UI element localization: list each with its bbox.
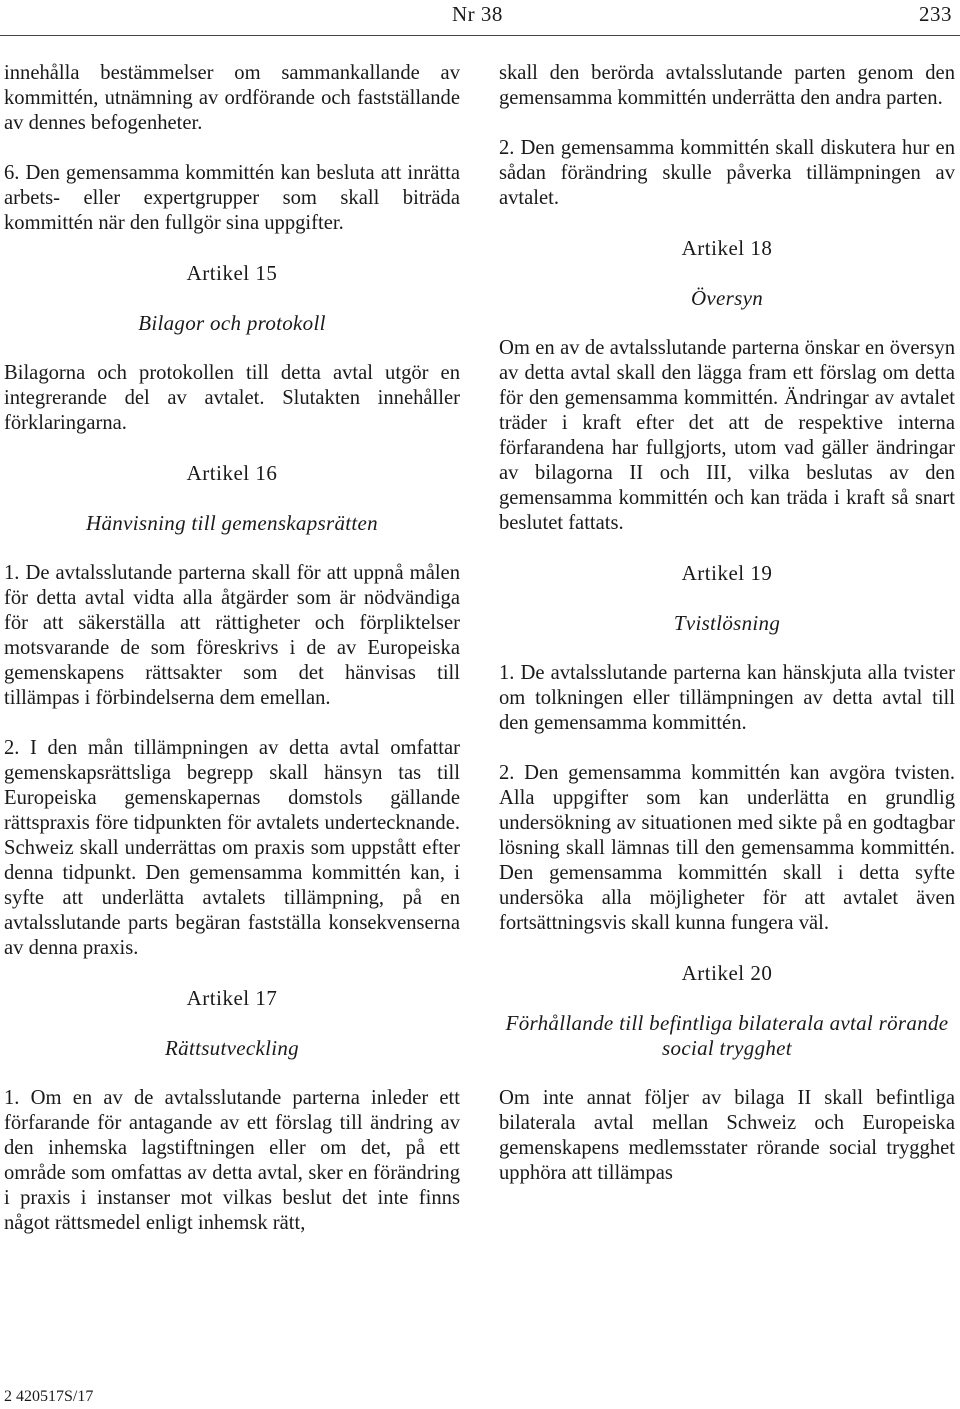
paragraph: innehålla bestämmelser om sammankallande av kommittén, utnämning av ordförande och fastställande av dennes befogenheter.	[4, 62, 460, 134]
article-19-heading: Artikel 19	[681, 561, 773, 585]
issue-number: Nr 38	[452, 2, 503, 26]
article-17-heading: Artikel 17	[186, 986, 278, 1010]
article-18-title: Översyn	[690, 286, 764, 310]
article-16-title: Hänvisning till gemenskapsrätten	[86, 511, 378, 535]
paragraph: 1. De avtalsslutande parterna kan hänskjuta alla tvister om tolkningen eller tillämpningen av detta avtal till den gemensamma kommittén.	[499, 662, 955, 734]
paragraph: 1. De avtalsslutande parterna skall för att uppnå målen för detta avtal vidta alla åtgärder som är nödvändiga för att säkerställa att rättigheter och förpliktelser motsvarande de som föreskrivs i de av Europeiska gemenskapens rättsakter som det hänvisas till tillämpas i förbindelserna dem emellan.	[4, 562, 460, 709]
paragraph: 2. I den mån tillämpningen av detta avtal omfattar gemenskapsrättsliga begrepp skall hänsyn tas till Europeiska gemenskapernas domstols gällande rättspraxis före tidpunkten för avtalets undertecknande. Schweiz skall underrättas om praxis som uppstått efter denna tidpunkt. Den gemensamma kommittén kan, i syfte att underlätta avtalets tillämpning, på en avtalsslutande parts begäran fastställa konsekvenserna av denna praxis.	[4, 737, 460, 959]
paragraph: 2. Den gemensamma kommittén kan avgöra tvisten. Alla uppgifter som kan underlätta en grundlig undersökning av situationen med sikte på en godtagbar lösning skall lämnas till den gemensamma kommittén. Den gemensamma kommittén skall i detta syfte undersöka alla möjligheter för att avtalet även fortsättningsvis skall kunna fungera väl.	[499, 762, 955, 934]
paragraph: 1. Om en av de avtalsslutande parterna inleder ett förfarande för antagande av ett förslag till ändring av den inhemska lagstiftningen eller om det, på ett område som omfattas av detta avtal, sker en förändring i praxis i instanser mot vilkas beslut det inte finns något rättsmedel enligt inhemsk rätt,	[4, 1087, 460, 1234]
paragraph: Bilagorna och protokollen till detta avtal utgör en integrerande del av avtalet. Slutakten innehåller förklaringarna.	[4, 362, 460, 434]
paragraph: skall den berörda avtalsslutande parten genom den gemensamma kommittén underrätta den andra parten.	[499, 62, 955, 109]
page-header	[0, 0, 960, 30]
article-15-heading: Artikel 15	[186, 261, 278, 285]
left-column	[4, 61, 460, 1261]
article-20-heading: Artikel 20	[681, 961, 773, 985]
article-16-heading: Artikel 16	[186, 461, 278, 485]
paragraph: Om en av de avtalsslutande parterna önskar en översyn av detta avtal skall den lägga fram ett förslag om detta för den gemensamma kommittén. Ändringar av avtalet träder i kraft efter det att de respektive interna förfarandena har fullgjorts, utom vad gäller ändringar av bilagorna II och III, vilka beslutas av den gemensamma kommittén och kan träda i kraft så snart beslutet fattats.	[499, 337, 955, 534]
article-15-title: Bilagor och protokoll	[138, 311, 326, 335]
paragraph: Om inte annat följer av bilaga II skall befintliga bilaterala avtal mellan Schweiz och Europeiska gemenskapens medlemsstater rörande social trygghet upphöra att tillämpas	[499, 1087, 955, 1184]
article-19-title: Tvistlösning	[673, 611, 781, 635]
article-17-title: Rättsutveckling	[165, 1036, 299, 1060]
article-18-heading: Artikel 18	[681, 236, 773, 260]
article-20-title: Förhållande till befintliga bilaterala avtal rörande social trygghet	[505, 1011, 949, 1060]
page-number: 233	[919, 2, 952, 26]
header-rule	[0, 35, 960, 36]
footer-code: 2 420517S/17	[4, 1388, 94, 1405]
right-column	[499, 61, 955, 1211]
paragraph: 2. Den gemensamma kommittén skall diskutera hur en sådan förändring skulle påverka tillämpningen av avtalet.	[499, 137, 955, 209]
paragraph: 6. Den gemensamma kommittén kan besluta att inrätta arbets- eller expertgrupper som skall biträda kommittén när den fullgör sina uppgifter.	[4, 162, 460, 234]
